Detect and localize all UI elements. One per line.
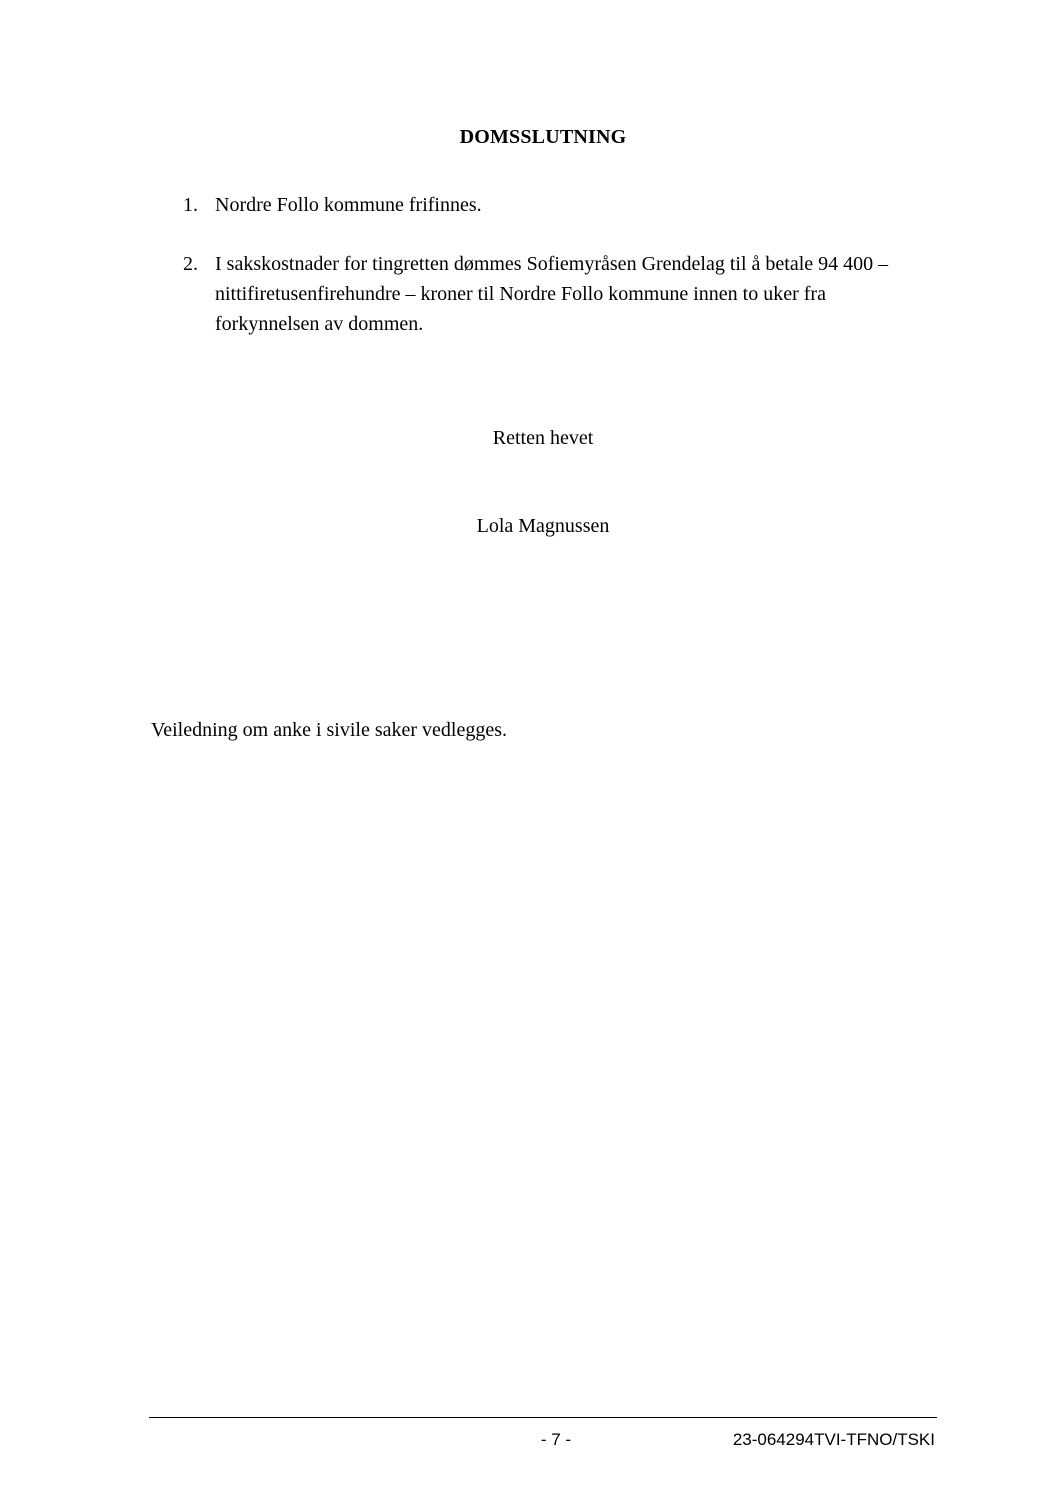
list-item-number: 1.: [183, 194, 198, 216]
judgment-heading: DOMSSLUTNING: [459, 126, 627, 148]
list-item-text: Nordre Follo kommune frifinnes.: [215, 194, 482, 216]
list-item: [183, 190, 943, 220]
judge-name: Lola Magnussen: [476, 515, 610, 537]
page-number: - 7 -: [540, 1430, 572, 1449]
list-item-number: 2.: [183, 253, 198, 275]
list-item-text: I sakskostnader for tingretten dømmes Sofiemyråsen Grendelag til å betale 94 400 – nittifiretusenfirehundre – kroner til Nordre Follo kommune innen to uker fra forkynnelsen av dommen.: [215, 253, 889, 335]
list-item: [183, 249, 943, 339]
footer-divider: [149, 1417, 937, 1418]
appeal-guidance-text: Veiledning om anke i sivile saker vedlegges.: [151, 719, 508, 741]
court-adjourned-text: Retten hevet: [492, 427, 594, 449]
case-number: 23-064294TVI-TFNO/TSKI: [732, 1430, 935, 1449]
judgment-list: [183, 190, 943, 368]
